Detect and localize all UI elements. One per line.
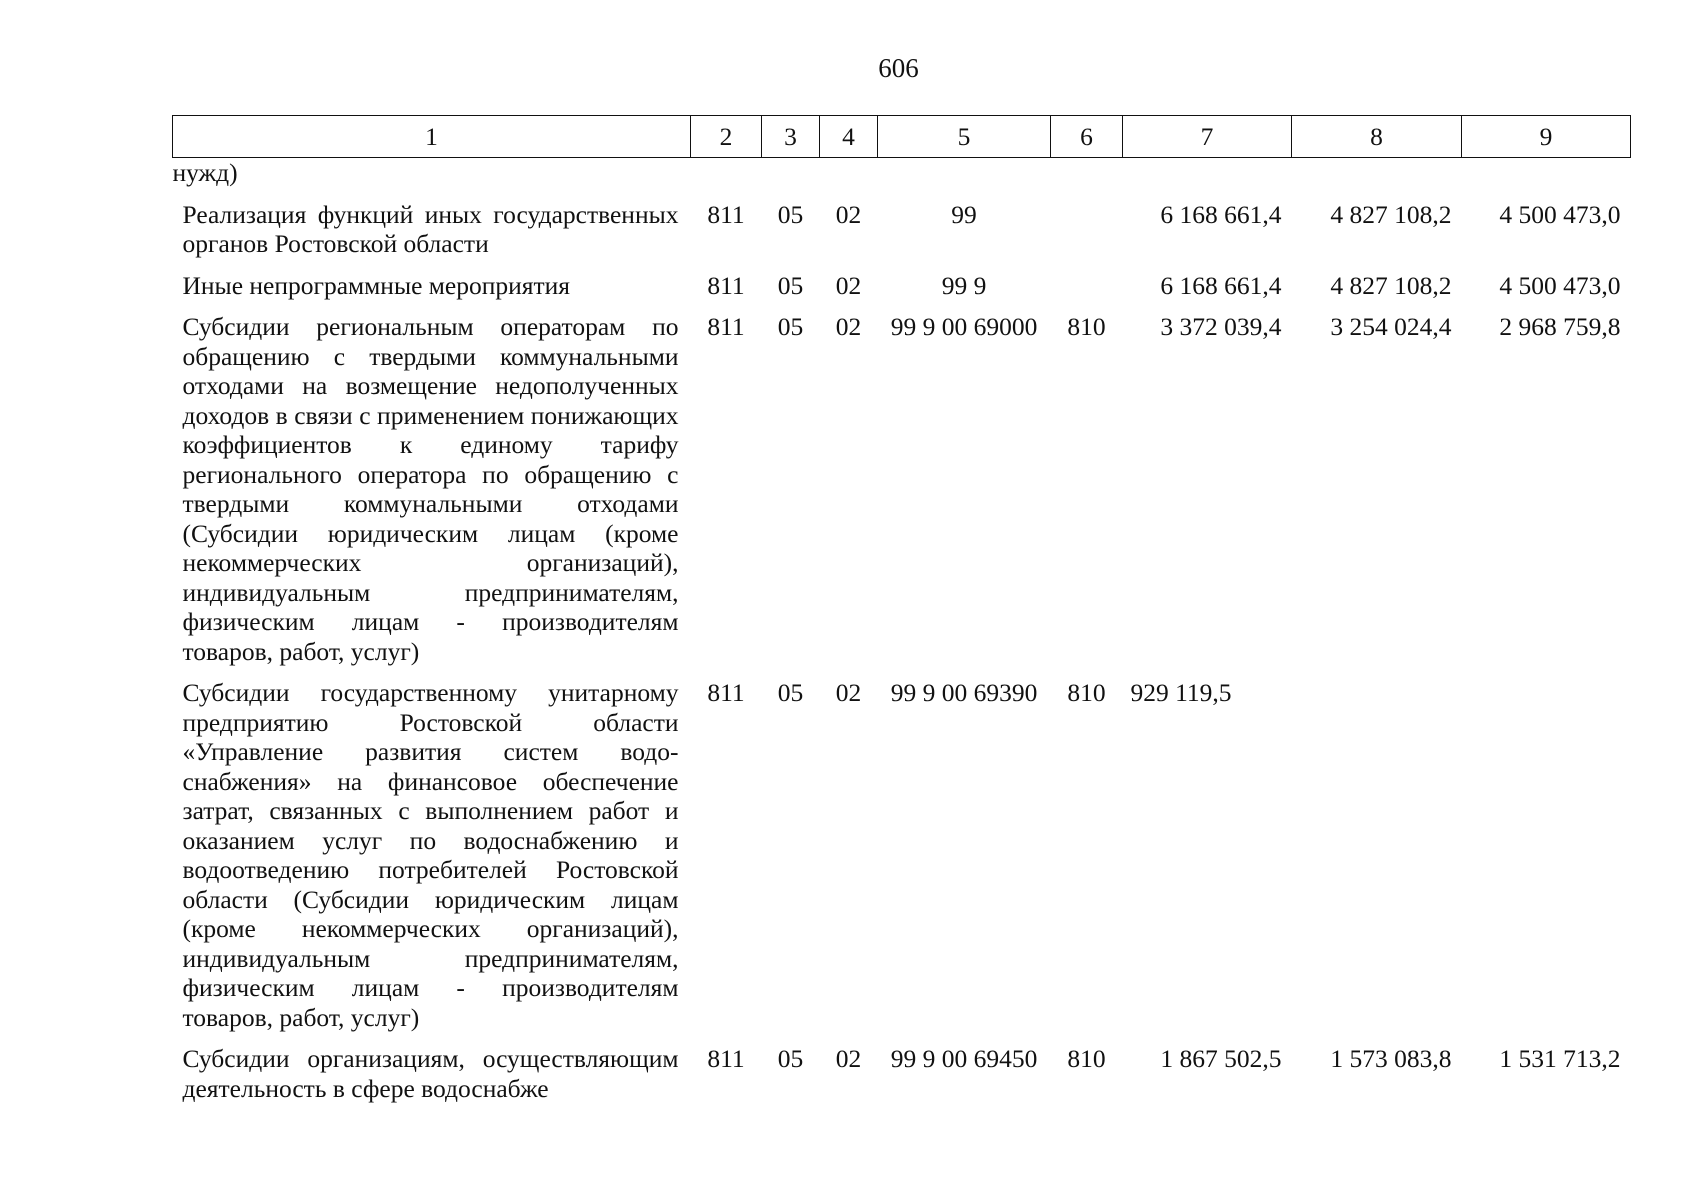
row-expense-type: 810 xyxy=(1067,678,1106,707)
row-name: Иные непрограммные мероприятия xyxy=(182,270,571,300)
row-spacer xyxy=(173,1032,1631,1044)
header-col-8: 8 xyxy=(1292,116,1462,158)
header-col-9: 9 xyxy=(1462,116,1631,158)
row-spacer xyxy=(173,300,1631,312)
row-amount-7 xyxy=(1123,158,1292,188)
row-amount-9 xyxy=(1462,678,1631,1032)
table-row xyxy=(173,1044,1631,1103)
row-spacer xyxy=(173,666,1631,678)
row-target-code: 99 9 00 69390 xyxy=(890,678,1038,707)
row-ministry-code: 811 xyxy=(707,1044,745,1073)
header-col-3: 3 xyxy=(762,116,820,158)
row-section-code: 05 xyxy=(777,199,804,229)
row-section-code: 05 xyxy=(777,678,804,707)
row-amount-8: 4 827 108,2 xyxy=(1330,199,1452,229)
row-target-code xyxy=(878,158,1051,188)
table-row xyxy=(173,158,1631,188)
row-spacer xyxy=(173,188,1631,200)
row-expense-type: 810 xyxy=(1067,312,1106,341)
row-amount-7: 3 372 039,4 xyxy=(1160,312,1282,341)
row-expense-type xyxy=(1051,158,1123,188)
row-target-code: 99 9 00 69000 xyxy=(890,312,1038,341)
row-section-code: 05 xyxy=(777,312,804,341)
row-target-code: 99 9 xyxy=(941,270,987,300)
row-subsection-code: 02 xyxy=(835,199,862,229)
row-name: Субсидии региональным операторам по обращению с твердыми коммунальными отходами на возмещение недополученных доходов в связи с применением понижающих коэффициентов к единому тарифу регионального оператора по обращению с твердыми коммунальными отходами (Субсидии юридическим лицам (кроме некоммерческих организаций), индивидуальным предпринимателям, физическим лицам - производителям товаров, работ, услуг) xyxy=(182,312,679,666)
header-col-7: 7 xyxy=(1123,116,1292,158)
page-number: 606 xyxy=(878,53,919,83)
row-section-code xyxy=(762,158,820,188)
table-header xyxy=(173,116,1631,158)
header-col-1: 1 xyxy=(173,116,691,158)
table-body xyxy=(173,158,1631,1104)
row-subsection-code: 02 xyxy=(835,678,862,707)
row-ministry-code: 811 xyxy=(707,312,745,341)
row-subsection-code: 02 xyxy=(835,1044,862,1073)
row-subsection-code: 02 xyxy=(835,312,862,341)
row-amount-8 xyxy=(1292,678,1462,1032)
row-ministry-code: 811 xyxy=(707,270,745,300)
row-amount-8: 1 573 083,8 xyxy=(1330,1044,1452,1073)
table-row xyxy=(173,271,1631,301)
row-name: нужд) xyxy=(172,158,238,187)
row-ministry-code: 811 xyxy=(707,678,745,707)
row-spacer xyxy=(173,259,1631,271)
header-row xyxy=(173,116,1631,158)
table-row xyxy=(173,200,1631,259)
row-expense-type xyxy=(1051,271,1123,301)
row-expense-type: 810 xyxy=(1067,1044,1106,1073)
table-row xyxy=(173,312,1631,666)
row-amount-9: 1 531 713,2 xyxy=(1499,1044,1621,1073)
row-target-code: 99 xyxy=(951,199,977,229)
budget-table xyxy=(172,115,1631,1103)
row-name: Реализация функций иных государственных органов Ростовской области xyxy=(182,199,679,258)
row-amount-9: 4 500 473,0 xyxy=(1499,199,1621,229)
header-col-2: 2 xyxy=(691,116,762,158)
header-col-6: 6 xyxy=(1051,116,1123,158)
row-section-code: 05 xyxy=(777,1044,804,1073)
row-amount-8 xyxy=(1292,158,1462,188)
row-ministry-code: 811 xyxy=(707,199,745,229)
header-col-4: 4 xyxy=(820,116,878,158)
row-target-code: 99 9 00 69450 xyxy=(890,1044,1038,1073)
table-row xyxy=(173,678,1631,1032)
row-amount-7: 929 119,5 xyxy=(1130,678,1232,707)
row-subsection-code xyxy=(820,158,878,188)
row-subsection-code: 02 xyxy=(835,270,862,300)
row-ministry-code xyxy=(691,158,762,188)
row-section-code: 05 xyxy=(777,270,804,300)
row-amount-7: 6 168 661,4 xyxy=(1160,199,1282,229)
row-name: Субсидии организациям, осуществляющим деятельность в сфере водоснабже xyxy=(182,1044,679,1103)
row-amount-9: 4 500 473,0 xyxy=(1499,270,1621,300)
row-amount-8: 4 827 108,2 xyxy=(1330,270,1452,300)
row-amount-7: 1 867 502,5 xyxy=(1160,1044,1282,1073)
row-amount-7: 6 168 661,4 xyxy=(1160,270,1282,300)
row-name: Субсидии государственному унитарному предприятию Ростовской области «Управление развития систем водоснабжения» на финансовое обеспечение затрат, связанных с выполнением работ и оказанием услуг по водоснабжению и водоотведению потребителей Ростовской области (Субсидии юридическим лицам (кроме некоммерческих организаций), индивидуальным предпринимателям, физическим лицам - производителям товаров, работ, услуг) xyxy=(182,678,679,1032)
header-col-5: 5 xyxy=(878,116,1051,158)
row-amount-8: 3 254 024,4 xyxy=(1330,312,1452,341)
row-amount-9 xyxy=(1462,158,1631,188)
row-amount-9: 2 968 759,8 xyxy=(1499,312,1621,341)
row-expense-type xyxy=(1051,200,1123,259)
